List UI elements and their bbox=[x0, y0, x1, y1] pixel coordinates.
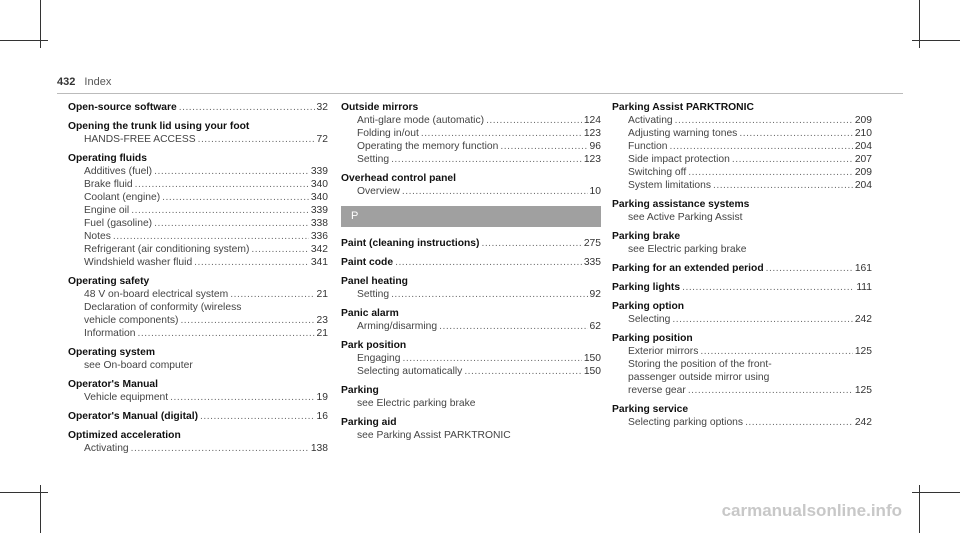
entry-text: Parking aid bbox=[341, 417, 397, 428]
index-subentry[interactable] bbox=[341, 127, 601, 140]
entry-text: Operating fluids bbox=[68, 153, 147, 164]
page-ref[interactable]: 209 bbox=[854, 167, 872, 178]
leader-dots bbox=[688, 166, 853, 179]
page-ref[interactable]: 92 bbox=[589, 289, 601, 300]
leader-dots bbox=[713, 179, 853, 192]
index-subentry bbox=[612, 243, 872, 256]
index-subentry[interactable] bbox=[612, 153, 872, 166]
leader-dots bbox=[198, 133, 315, 146]
entry-text: Overview bbox=[357, 186, 400, 197]
entry-text: Parking position bbox=[612, 333, 693, 344]
leader-dots bbox=[131, 204, 309, 217]
index-subentry[interactable] bbox=[612, 114, 872, 127]
index-subentry bbox=[341, 429, 601, 442]
entry-text: Open-source software bbox=[68, 102, 177, 113]
entry-text: System limitations bbox=[628, 180, 711, 191]
index-heading bbox=[341, 172, 601, 185]
leader-dots bbox=[464, 365, 582, 378]
entry-text: Exterior mirrors bbox=[628, 346, 699, 357]
page-header bbox=[57, 76, 111, 88]
index-subentry[interactable] bbox=[612, 416, 872, 429]
index-subentry[interactable] bbox=[68, 165, 328, 178]
index-subentry[interactable] bbox=[68, 314, 328, 327]
index-subentry bbox=[612, 358, 872, 371]
index-entry bbox=[68, 378, 328, 404]
index-subentry[interactable] bbox=[68, 256, 328, 269]
index-entry bbox=[341, 384, 601, 410]
entry-text: Arming/disarming bbox=[357, 321, 438, 332]
entry-text: see On-board computer bbox=[84, 360, 193, 371]
entry-text: see Parking Assist PARKTRONIC bbox=[357, 430, 511, 441]
entry-text: vehicle components) bbox=[84, 315, 179, 326]
page-ref[interactable]: 275 bbox=[583, 238, 601, 249]
entry-text: Vehicle equipment bbox=[84, 392, 169, 403]
index-entry bbox=[68, 101, 328, 114]
index-entry bbox=[68, 275, 328, 340]
index-subentry[interactable] bbox=[341, 288, 601, 301]
index-entry bbox=[341, 101, 601, 166]
entry-text: Setting bbox=[357, 154, 390, 165]
leader-dots bbox=[162, 191, 309, 204]
entry-text: Operator's Manual bbox=[68, 379, 158, 390]
index-subentry[interactable] bbox=[612, 127, 872, 140]
entry-text: Operating system bbox=[68, 347, 155, 358]
index-entry bbox=[612, 332, 872, 397]
index-entry bbox=[341, 172, 601, 198]
index-subentry[interactable] bbox=[612, 140, 872, 153]
page-ref[interactable]: 204 bbox=[854, 180, 872, 191]
index-subentry bbox=[68, 301, 328, 314]
index-column-1 bbox=[68, 101, 328, 461]
index-subentry[interactable] bbox=[68, 178, 328, 191]
index-subentry[interactable] bbox=[341, 365, 601, 378]
entry-text: Paint code bbox=[341, 257, 394, 268]
index-entry bbox=[68, 152, 328, 269]
page-ref[interactable]: 123 bbox=[583, 154, 601, 165]
page-ref[interactable]: 21 bbox=[316, 289, 328, 300]
entry-text: Operating the memory function bbox=[357, 141, 499, 152]
page-ref[interactable]: 207 bbox=[854, 154, 872, 165]
entry-text: Storing the position of the front- bbox=[628, 359, 772, 370]
page-ref[interactable]: 32 bbox=[316, 102, 328, 113]
entry-text: Engine oil bbox=[84, 205, 130, 216]
index-column-3 bbox=[612, 101, 872, 435]
index-subentry[interactable] bbox=[612, 384, 872, 397]
page-ref[interactable]: 210 bbox=[854, 128, 872, 139]
leader-dots bbox=[391, 288, 587, 301]
index-subentry[interactable] bbox=[68, 133, 328, 146]
index-heading bbox=[612, 332, 872, 345]
leader-dots bbox=[688, 384, 853, 397]
leader-dots bbox=[402, 185, 588, 198]
index-heading bbox=[612, 403, 872, 416]
page-ref[interactable]: 96 bbox=[589, 141, 601, 152]
page-ref[interactable]: 62 bbox=[589, 321, 601, 332]
entry-text: HANDS-FREE ACCESS bbox=[84, 134, 196, 145]
leader-dots bbox=[481, 237, 581, 250]
page-ref[interactable]: 150 bbox=[583, 353, 601, 364]
page-ref[interactable]: 340 bbox=[310, 179, 328, 190]
page-ref[interactable]: 340 bbox=[310, 192, 328, 203]
entry-text: Panel heating bbox=[341, 276, 408, 287]
leader-dots bbox=[135, 178, 309, 191]
index-heading bbox=[612, 198, 872, 211]
crop-mark bbox=[0, 40, 48, 41]
entry-text: Switching off bbox=[628, 167, 687, 178]
entry-text: Parking brake bbox=[612, 231, 681, 242]
leader-dots bbox=[766, 262, 853, 275]
index-heading[interactable] bbox=[612, 262, 872, 275]
page-ref[interactable]: 242 bbox=[854, 314, 872, 325]
entry-text: Windshield washer fluid bbox=[84, 257, 193, 268]
index-heading bbox=[612, 101, 872, 114]
entry-text: Parking service bbox=[612, 404, 689, 415]
entry-text: Opening the trunk lid using your foot bbox=[68, 121, 250, 132]
index-heading bbox=[68, 378, 328, 391]
crop-mark bbox=[912, 40, 960, 41]
page-ref[interactable]: 204 bbox=[854, 141, 872, 152]
index-subentry[interactable] bbox=[68, 204, 328, 217]
entry-text: see Electric parking brake bbox=[628, 244, 747, 255]
entry-text: Coolant (engine) bbox=[84, 192, 161, 203]
index-entry bbox=[612, 300, 872, 326]
index-heading bbox=[612, 300, 872, 313]
entry-text: Operating safety bbox=[68, 276, 150, 287]
index-entry bbox=[341, 339, 601, 378]
index-heading bbox=[341, 101, 601, 114]
entry-text: Park position bbox=[341, 340, 407, 351]
entry-text: Setting bbox=[357, 289, 390, 300]
index-heading bbox=[68, 152, 328, 165]
entry-text: Overhead control panel bbox=[341, 173, 457, 184]
leader-dots bbox=[179, 101, 315, 114]
page-ref[interactable]: 341 bbox=[310, 257, 328, 268]
index-heading bbox=[341, 384, 601, 397]
entry-text: Notes bbox=[84, 231, 111, 242]
index-subentry[interactable] bbox=[68, 191, 328, 204]
leader-dots bbox=[180, 314, 314, 327]
section-letter-p: P bbox=[341, 206, 601, 227]
entry-text: Brake fluid bbox=[84, 179, 133, 190]
index-column-2 bbox=[341, 101, 601, 448]
leader-dots bbox=[194, 256, 309, 269]
leader-dots bbox=[675, 114, 853, 127]
leader-dots bbox=[251, 243, 308, 256]
page-ref[interactable]: 138 bbox=[310, 443, 328, 454]
leader-dots bbox=[230, 288, 314, 301]
page-ref[interactable]: 339 bbox=[310, 166, 328, 177]
leader-dots bbox=[138, 327, 315, 340]
index-subentry bbox=[612, 371, 872, 384]
entry-text: Adjusting warning tones bbox=[628, 128, 738, 139]
index-subentry bbox=[341, 397, 601, 410]
index-entry bbox=[612, 262, 872, 275]
page-ref[interactable]: 72 bbox=[316, 134, 328, 145]
leader-dots bbox=[200, 410, 315, 423]
leader-dots bbox=[421, 127, 582, 140]
entry-text: Additives (fuel) bbox=[84, 166, 153, 177]
index-entry bbox=[341, 307, 601, 333]
entry-text: Selecting parking options bbox=[628, 417, 744, 428]
leader-dots bbox=[700, 345, 852, 358]
index-subentry bbox=[68, 359, 328, 372]
page-ref[interactable]: 125 bbox=[854, 346, 872, 357]
entry-text: Information bbox=[84, 328, 136, 339]
page-ref[interactable]: 242 bbox=[854, 417, 872, 428]
page-title: Index bbox=[84, 76, 112, 88]
leader-dots bbox=[391, 153, 582, 166]
leader-dots bbox=[403, 352, 582, 365]
entry-text: Activating bbox=[84, 443, 129, 454]
index-entry bbox=[612, 101, 872, 192]
index-subentry[interactable] bbox=[341, 185, 601, 198]
leader-dots bbox=[682, 281, 854, 294]
leader-dots bbox=[154, 165, 309, 178]
index-heading bbox=[68, 429, 328, 442]
index-subentry[interactable] bbox=[612, 345, 872, 358]
leader-dots bbox=[739, 127, 852, 140]
index-subentry[interactable] bbox=[612, 313, 872, 326]
index-subentry[interactable] bbox=[341, 114, 601, 127]
page-ref[interactable]: 19 bbox=[316, 392, 328, 403]
index-heading bbox=[341, 339, 601, 352]
leader-dots bbox=[745, 416, 853, 429]
page-ref[interactable]: 23 bbox=[316, 315, 328, 326]
index-entry bbox=[612, 281, 872, 294]
entry-text: Parking lights bbox=[612, 282, 681, 293]
index-entry bbox=[341, 237, 601, 250]
leader-dots bbox=[395, 256, 582, 269]
entry-text: Side impact protection bbox=[628, 154, 730, 165]
index-entry bbox=[612, 230, 872, 256]
index-entry bbox=[68, 120, 328, 146]
index-heading[interactable] bbox=[68, 410, 328, 423]
entry-text: Anti-glare mode (automatic) bbox=[357, 115, 485, 126]
page-ref[interactable]: 10 bbox=[589, 186, 601, 197]
index-heading bbox=[68, 120, 328, 133]
page-ref[interactable]: 338 bbox=[310, 218, 328, 229]
index-heading bbox=[612, 230, 872, 243]
index-heading[interactable] bbox=[68, 101, 328, 114]
entry-text: Optimized acceleration bbox=[68, 430, 181, 441]
leader-dots bbox=[670, 140, 853, 153]
index-subentry bbox=[612, 211, 872, 224]
index-subentry[interactable] bbox=[68, 327, 328, 340]
index-subentry[interactable] bbox=[68, 288, 328, 301]
index-subentry[interactable] bbox=[341, 153, 601, 166]
entry-text: see Active Parking Assist bbox=[628, 212, 743, 223]
index-entry bbox=[612, 403, 872, 429]
page-ref[interactable]: 16 bbox=[316, 411, 328, 422]
index-heading bbox=[68, 346, 328, 359]
page-ref[interactable]: 339 bbox=[310, 205, 328, 216]
entry-text: Parking option bbox=[612, 301, 685, 312]
entry-text: Engaging bbox=[357, 353, 401, 364]
entry-text: reverse gear bbox=[628, 385, 686, 396]
index-subentry[interactable] bbox=[341, 352, 601, 365]
entry-text: Operator's Manual (digital) bbox=[68, 411, 199, 422]
page-ref[interactable]: 21 bbox=[316, 328, 328, 339]
index-entry bbox=[341, 275, 601, 301]
index-heading bbox=[68, 275, 328, 288]
page-ref[interactable]: 123 bbox=[583, 128, 601, 139]
crop-mark bbox=[912, 492, 960, 493]
entry-text: Outside mirrors bbox=[341, 102, 419, 113]
leader-dots bbox=[170, 391, 314, 404]
page-ref[interactable]: 209 bbox=[854, 115, 872, 126]
page-ref[interactable]: 124 bbox=[583, 115, 601, 126]
entry-text: Declaration of conformity (wireless bbox=[84, 302, 242, 313]
index-heading[interactable] bbox=[341, 256, 601, 269]
index-heading bbox=[341, 307, 601, 320]
index-subentry[interactable] bbox=[341, 320, 601, 333]
entry-text: Selecting automatically bbox=[357, 366, 463, 377]
index-entry bbox=[68, 346, 328, 372]
index-subentry[interactable] bbox=[341, 140, 601, 153]
entry-text: see Electric parking brake bbox=[357, 398, 476, 409]
entry-text: Refrigerant (air conditioning system) bbox=[84, 244, 250, 255]
watermark: carmanualsonline.info bbox=[721, 501, 902, 520]
entry-text: Parking for an extended period bbox=[612, 263, 764, 274]
index-subentry[interactable] bbox=[68, 230, 328, 243]
page-ref[interactable]: 336 bbox=[310, 231, 328, 242]
index-heading[interactable] bbox=[341, 237, 601, 250]
index-heading bbox=[341, 275, 601, 288]
entry-text: Selecting bbox=[628, 314, 671, 325]
header-rule bbox=[57, 93, 903, 94]
page-ref[interactable]: 342 bbox=[310, 244, 328, 255]
page-ref[interactable]: 111 bbox=[856, 282, 872, 293]
entry-text: passenger outside mirror using bbox=[628, 372, 770, 383]
index-entry bbox=[341, 256, 601, 269]
page-number: 432 bbox=[57, 76, 76, 88]
leader-dots bbox=[672, 313, 852, 326]
entry-text: Parking Assist PARKTRONIC bbox=[612, 102, 754, 113]
entry-text: Parking bbox=[341, 385, 379, 396]
entry-text: Function bbox=[628, 141, 668, 152]
index-entry bbox=[68, 429, 328, 455]
leader-dots bbox=[131, 442, 309, 455]
entry-text: Paint (cleaning instructions) bbox=[341, 238, 480, 249]
page-ref[interactable]: 150 bbox=[583, 366, 601, 377]
index-subentry[interactable] bbox=[68, 442, 328, 455]
index-subentry[interactable] bbox=[68, 243, 328, 256]
leader-dots bbox=[439, 320, 587, 333]
index-heading bbox=[341, 416, 601, 429]
index-entry bbox=[68, 410, 328, 423]
entry-text: Panic alarm bbox=[341, 308, 399, 319]
index-entry bbox=[612, 198, 872, 224]
index-entry bbox=[341, 416, 601, 442]
index-subentry[interactable] bbox=[612, 166, 872, 179]
index-subentry[interactable] bbox=[68, 391, 328, 404]
crop-mark bbox=[0, 492, 48, 493]
page-ref[interactable]: 125 bbox=[854, 385, 872, 396]
leader-dots bbox=[732, 153, 853, 166]
entry-text: Activating bbox=[628, 115, 673, 126]
leader-dots bbox=[486, 114, 582, 127]
entry-text: Folding in/out bbox=[357, 128, 419, 139]
entry-text: Parking assistance systems bbox=[612, 199, 750, 210]
page-ref[interactable]: 335 bbox=[583, 257, 601, 268]
page-ref[interactable]: 161 bbox=[854, 263, 872, 274]
leader-dots bbox=[500, 140, 587, 153]
index-heading[interactable] bbox=[612, 281, 872, 294]
index-subentry[interactable] bbox=[612, 179, 872, 192]
entry-text: Fuel (gasoline) bbox=[84, 218, 153, 229]
entry-text: 48 V on-board electrical system bbox=[84, 289, 229, 300]
index-subentry[interactable] bbox=[68, 217, 328, 230]
leader-dots bbox=[113, 230, 309, 243]
leader-dots bbox=[154, 217, 309, 230]
